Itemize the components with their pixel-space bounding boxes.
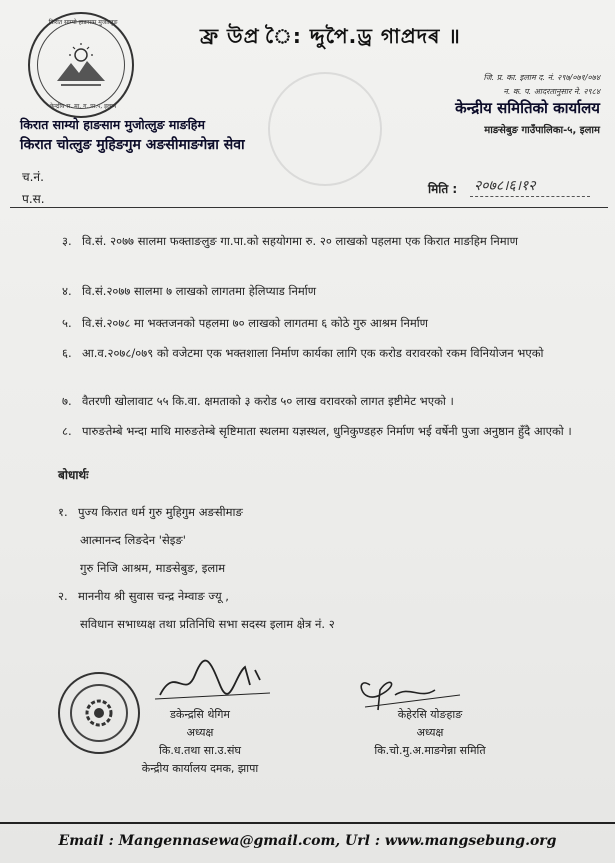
right-signatory-role: अध्यक्ष — [416, 726, 444, 739]
registration-line-2: न. क. प. आदरतानुसार ने. २९८४ — [503, 87, 600, 96]
list-item: ५. वि.सं.२०७८ मा भक्तजनको पहलमा ७० लाखको लागतमा ६ कोठे गुरु आश्रम निर्माण — [62, 316, 429, 330]
faint-stamp — [268, 72, 382, 186]
footer-divider — [0, 822, 615, 824]
footer-contact: Email : Mangennasewa@gmail.com, Url : www.mangsebung.org — [58, 833, 557, 849]
list-item: ३. वि.सं. २०७७ सालमा फक्ताङलुङ गा.पा.को सहयोगमा रु. २० लाखको पहलमा एक किरात माङहिम निमाण — [62, 234, 518, 248]
pa-sa-label: प.स. — [22, 192, 45, 206]
left-signatory-name: डकेन्द्रसि थेगिम — [169, 708, 230, 721]
kirat-script-heading: ফ্ৰ উপ্ৰ ৈ: দ্দুপৈ.ড্ৰ গাপ্ৰদৰ ॥ — [200, 24, 461, 48]
office-address: माङसेबुङ गाउँपालिका-५, इलाम — [484, 125, 600, 136]
date-underline — [470, 196, 590, 197]
left-signatory-address: केन्द्रीय कार्यालय दमक, झापा — [141, 762, 259, 775]
right-signature-block — [330, 706, 530, 760]
list-item: ७. वैतरणी खोलावाट ५५ कि.वा. क्षमताको ३ करोड ५० लाख वरावरको लागत इष्टीमेट भएको । — [62, 394, 454, 408]
org-name-line-2: किरात चोत्लुङ मुहिङगुम अङसीमाङगेन्ना सेवा — [20, 137, 245, 153]
org-name-line-1: किरात साम्यो हाङसाम मुजोत्लुङ माङहिम — [20, 117, 205, 132]
org-seal-top — [28, 12, 134, 118]
bodharth-entry-2: २. माननीय श्री सुवास चन्द्र नेम्वाङ ज्यू , सविधान सभाध्यक्ष तथा प्रतिनिधि सभा सदस्य इलाम क्षेत्र नं. २ — [58, 589, 335, 631]
cha-no-label: च.नं. — [22, 170, 44, 184]
bodharth-heading: बोधार्थः — [58, 468, 89, 482]
list-item: ६. आ.व.२०७८/०७९ को वजेटमा एक भक्तशाला निर्माण कार्यका लागि एक करोड वरावरको रकम विनियोजन भएको — [62, 346, 544, 360]
right-signatory-name: केहेरसि योङहाङ — [397, 708, 463, 721]
left-signatory-role: अध्यक्ष — [186, 726, 214, 739]
mountain-emblem-icon — [51, 35, 111, 95]
right-signatory-org: कि.चो.मु.अ.माङगेन्ना समिति — [374, 744, 486, 757]
seal-bottom-text: केन्द्रीय स. मा. ग. पा.५, इलाम — [49, 103, 117, 110]
list-item: ४. वि.सं.२०७७ सालमा ७ लाखको लागतमा हेलिप्याड निर्माण — [62, 284, 317, 298]
date-value: २०७८।६।१२ — [474, 178, 536, 194]
list-item: ८. पारुङतेम्बे भन्दा माथि मारुङतेम्बे सृष्टिमाता स्थलमा यज्ञस्थल, धुनिकुण्डहरु निर्माण भई वर्षेनी पुजा अनुष्ठान हुँदै आएको । — [62, 424, 572, 438]
left-signature-icon — [150, 655, 280, 705]
seal-ring-text: किरात साम्यो हाङसाम मुजोत्लुङ — [48, 19, 118, 26]
header-divider — [10, 207, 608, 208]
office-title: केन्द्रीय समितिको कार्यालय — [455, 99, 600, 117]
left-signature-block — [110, 706, 290, 778]
bodharth-entry-1: १. पुज्य किरात धर्म गुरु मुहिगुम अङसीमाङ आत्मानन्द लिङदेन 'सेइङ' गुरु निजि आश्रम, माङसेबुङ, इलाम — [58, 505, 243, 575]
date-label: मिति : — [428, 182, 458, 196]
registration-line-1: जि. प्र. का. इलाम द. नं. २९७/०७१/०७४ — [483, 73, 600, 82]
left-signatory-org: कि.ध.तथा सा.उ.संघ — [159, 744, 241, 757]
